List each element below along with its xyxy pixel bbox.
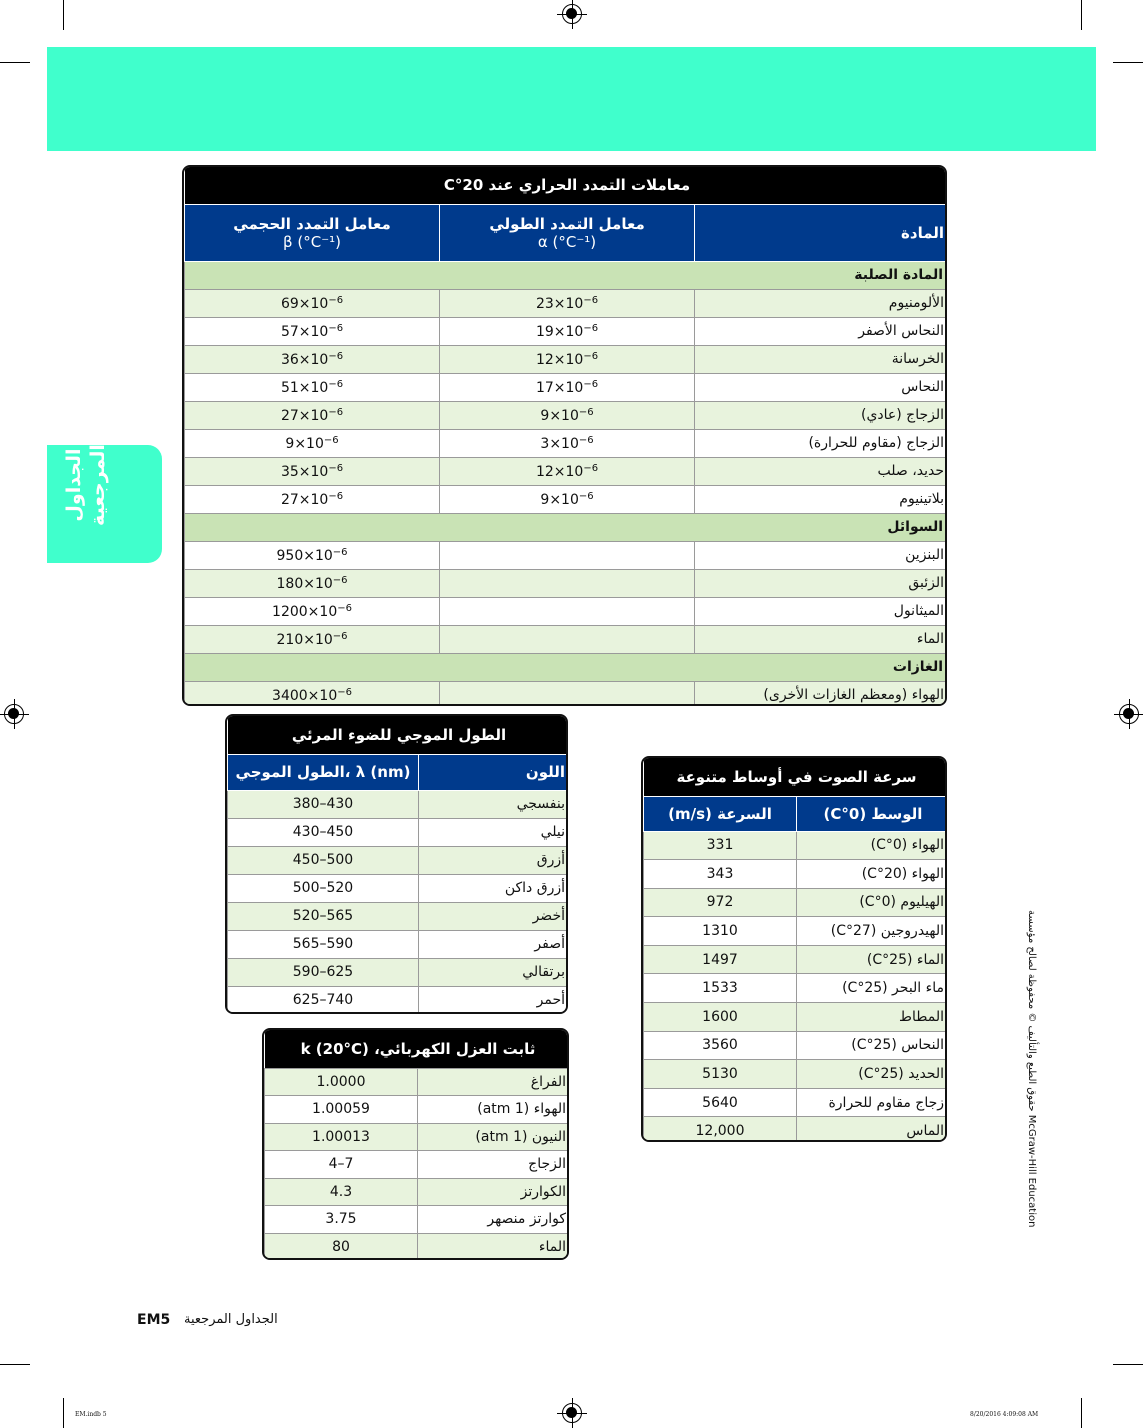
material-name: النحاس الأصفر	[695, 317, 947, 345]
table-row	[228, 930, 569, 958]
material-name: بلاتينيوم	[695, 485, 947, 513]
wavelength-table-title: الطول الموجي للضوء المرئي	[228, 716, 569, 754]
table-row	[265, 1096, 570, 1124]
dielectric-value: 80	[265, 1233, 418, 1260]
material-name: الألومنيوم	[695, 289, 947, 317]
table-row	[185, 289, 948, 317]
material-name: الماء	[695, 625, 947, 653]
alpha-value: $19\times 10^{-6}$	[440, 317, 695, 345]
dielectric-material: النيون (1 atm)	[418, 1123, 569, 1151]
col-color: اللون	[419, 754, 569, 790]
sound-speed: 5640	[644, 1088, 797, 1117]
file-slug: EM.indb 5	[75, 1411, 107, 1418]
sound-medium: الحديد (25°C)	[797, 1060, 948, 1089]
beta-value: $27\times 10^{-6}$	[185, 485, 440, 513]
expansion-table-title: معاملات التمدد الحراري عند 20°C	[185, 167, 948, 204]
dielectric-value: 1.0000	[265, 1068, 418, 1096]
sound-medium: الماء (25°C)	[797, 945, 948, 974]
alpha-value: $3\times 10^{-6}$	[440, 429, 695, 457]
alpha-value: $23\times 10^{-6}$	[440, 289, 695, 317]
section-liquids: السوائل	[185, 513, 948, 541]
beta-value: $950\times 10^{-6}$	[185, 541, 440, 569]
dielectric-value: 1.00059	[265, 1096, 418, 1124]
beta-value: $180\times 10^{-6}$	[185, 569, 440, 597]
alpha-value	[440, 541, 695, 569]
crop-mark	[63, 0, 64, 30]
table-row	[228, 818, 569, 846]
sound-speed: 5130	[644, 1060, 797, 1089]
color-name: بنفسجي	[419, 790, 569, 818]
table-row	[644, 1088, 948, 1117]
table-row	[228, 790, 569, 818]
dielectric-value: 4.3	[265, 1178, 418, 1206]
col-material: المادة	[695, 204, 947, 261]
alpha-value	[440, 681, 695, 706]
col-linear: معامل التمدد الطولي α (°C⁻¹)	[440, 204, 695, 261]
dielectric-material: الهواء (1 atm)	[418, 1096, 569, 1124]
color-name: أحمر	[419, 986, 569, 1014]
sound-medium: المطاط	[797, 1003, 948, 1032]
sound-medium: ماء البحر (25°C)	[797, 974, 948, 1003]
col-volume: معامل التمدد الحجمي β (°C⁻¹)	[185, 204, 440, 261]
alpha-value	[440, 569, 695, 597]
side-tab-label: الجداول المرجعية	[63, 444, 109, 526]
color-name: برتقالي	[419, 958, 569, 986]
crop-mark	[0, 1364, 30, 1365]
table-row	[185, 457, 948, 485]
material-name: الهواء (ومعظم الغازات الأخرى)	[695, 681, 947, 706]
table-row	[185, 373, 948, 401]
header-band	[47, 47, 1096, 151]
alpha-value: $9\times 10^{-6}$	[440, 485, 695, 513]
table-row	[185, 345, 948, 373]
beta-value: $69\times 10^{-6}$	[185, 289, 440, 317]
table-row	[185, 401, 948, 429]
print-timestamp: 8/20/2016 4:09:08 AM	[970, 1411, 1039, 1418]
table-row	[185, 569, 948, 597]
beta-value: $210\times 10^{-6}$	[185, 625, 440, 653]
sound-speed: 12,000	[644, 1117, 797, 1142]
table-row	[644, 1060, 948, 1089]
crop-mark	[63, 1398, 64, 1428]
dielectric-material: كوارتز منصهر	[418, 1206, 569, 1234]
wavelength-range: 565–590	[228, 930, 419, 958]
copyright-credit: حقوق الطبع والتأليف © محفوظة لصالح مؤسسة McGraw-Hill Education	[1026, 910, 1037, 1228]
material-name: الزئبق	[695, 569, 947, 597]
crop-mark	[1113, 62, 1143, 63]
table-row	[265, 1178, 570, 1206]
beta-value: $1200\times 10^{-6}$	[185, 597, 440, 625]
expansion-table	[182, 165, 947, 706]
col-speed: السرعة (m/s)	[644, 796, 797, 831]
footer-title: الجداول المرجعية	[184, 1312, 278, 1327]
table-row	[644, 1117, 948, 1142]
table-row	[185, 541, 948, 569]
table-row	[185, 317, 948, 345]
col-wavelength: λ (nm) ،الطول الموجي	[228, 754, 419, 790]
table-row	[644, 1003, 948, 1032]
dielectric-material: الفراغ	[418, 1068, 569, 1096]
table-row	[228, 846, 569, 874]
table-row	[228, 986, 569, 1014]
registration-mark-icon	[562, 4, 582, 24]
sound-speed: 1310	[644, 917, 797, 946]
alpha-value: $12\times 10^{-6}$	[440, 345, 695, 373]
sound-medium: زجاج مقاوم للحرارة	[797, 1088, 948, 1117]
registration-mark-icon	[562, 1403, 582, 1423]
color-name: أخضر	[419, 902, 569, 930]
table-row	[644, 888, 948, 917]
sound-medium: النحاس (25°C)	[797, 1031, 948, 1060]
table-row	[644, 974, 948, 1003]
page-number: EM5	[137, 1312, 171, 1328]
wavelength-range: 430–450	[228, 818, 419, 846]
table-row	[644, 831, 948, 860]
material-name: البنزين	[695, 541, 947, 569]
beta-value: $57\times 10^{-6}$	[185, 317, 440, 345]
table-row	[185, 485, 948, 513]
wavelength-range: 450–500	[228, 846, 419, 874]
beta-value: $35\times 10^{-6}$	[185, 457, 440, 485]
registration-mark-icon	[4, 704, 24, 724]
sound-medium: الهيليوم (0°C)	[797, 888, 948, 917]
sound-speed: 1600	[644, 1003, 797, 1032]
alpha-value	[440, 597, 695, 625]
wavelength-range: 520–565	[228, 902, 419, 930]
dielectric-value: 1.00013	[265, 1123, 418, 1151]
table-row	[185, 429, 948, 457]
table-row	[228, 874, 569, 902]
wavelength-range: 625–740	[228, 986, 419, 1014]
sound-medium: الهواء (0°C)	[797, 831, 948, 860]
section-gases: الغازات	[185, 653, 948, 681]
sound-speed: 3560	[644, 1031, 797, 1060]
dielectric-table-title: ثابت العزل الكهربائي، k (20°C)	[265, 1030, 570, 1068]
alpha-value: $12\times 10^{-6}$	[440, 457, 695, 485]
sound-table	[641, 756, 947, 1142]
table-row	[644, 860, 948, 889]
sound-table-title: سرعة الصوت في أوساط متنوعة	[644, 758, 948, 796]
beta-value: $27\times 10^{-6}$	[185, 401, 440, 429]
table-row	[185, 625, 948, 653]
table-row	[644, 945, 948, 974]
sound-medium: الهواء (20°C)	[797, 860, 948, 889]
color-name: نيلي	[419, 818, 569, 846]
wavelength-range: 590–625	[228, 958, 419, 986]
sound-speed: 343	[644, 860, 797, 889]
dielectric-value: 4–7	[265, 1151, 418, 1179]
color-name: أزرق	[419, 846, 569, 874]
alpha-value	[440, 625, 695, 653]
table-row	[185, 597, 948, 625]
dielectric-material: الماء	[418, 1233, 569, 1260]
color-name: أزرق داكن	[419, 874, 569, 902]
table-row	[265, 1151, 570, 1179]
alpha-value: $17\times 10^{-6}$	[440, 373, 695, 401]
material-name: حديد، صلب	[695, 457, 947, 485]
crop-mark	[1081, 1398, 1082, 1428]
table-row	[228, 958, 569, 986]
dielectric-table	[262, 1028, 569, 1260]
table-row	[228, 902, 569, 930]
dielectric-material: الكوارتز	[418, 1178, 569, 1206]
wavelength-table	[225, 714, 568, 1014]
sound-medium: الماس	[797, 1117, 948, 1142]
table-row	[644, 1031, 948, 1060]
beta-value: $36\times 10^{-6}$	[185, 345, 440, 373]
crop-mark	[1113, 1364, 1143, 1365]
material-name: الزجاج (عادي)	[695, 401, 947, 429]
wavelength-range: 380–430	[228, 790, 419, 818]
material-name: الخرسانة	[695, 345, 947, 373]
beta-value: $51\times 10^{-6}$	[185, 373, 440, 401]
table-row	[265, 1123, 570, 1151]
col-medium: الوسط (0°C)	[797, 796, 948, 831]
table-row	[265, 1233, 570, 1260]
dielectric-material: الزجاج	[418, 1151, 569, 1179]
table-row	[644, 917, 948, 946]
table-row	[265, 1206, 570, 1234]
table-row	[185, 681, 948, 706]
material-name: النحاس	[695, 373, 947, 401]
sound-speed: 1533	[644, 974, 797, 1003]
sound-speed: 331	[644, 831, 797, 860]
section-solids: المادة الصلبة	[185, 261, 948, 289]
beta-value: $9\times 10^{-6}$	[185, 429, 440, 457]
registration-mark-icon	[1119, 704, 1139, 724]
dielectric-value: 3.75	[265, 1206, 418, 1234]
sound-speed: 1497	[644, 945, 797, 974]
crop-mark	[1081, 0, 1082, 30]
crop-mark	[0, 62, 30, 63]
table-row	[265, 1068, 570, 1096]
material-name: الزجاج (مقاوم للحرارة)	[695, 429, 947, 457]
beta-value: $3400\times 10^{-6}$	[185, 681, 440, 706]
sound-medium: الهيدروجين (27°C)	[797, 917, 948, 946]
wavelength-range: 500–520	[228, 874, 419, 902]
color-name: أصفر	[419, 930, 569, 958]
alpha-value: $9\times 10^{-6}$	[440, 401, 695, 429]
material-name: الميثانول	[695, 597, 947, 625]
sound-speed: 972	[644, 888, 797, 917]
